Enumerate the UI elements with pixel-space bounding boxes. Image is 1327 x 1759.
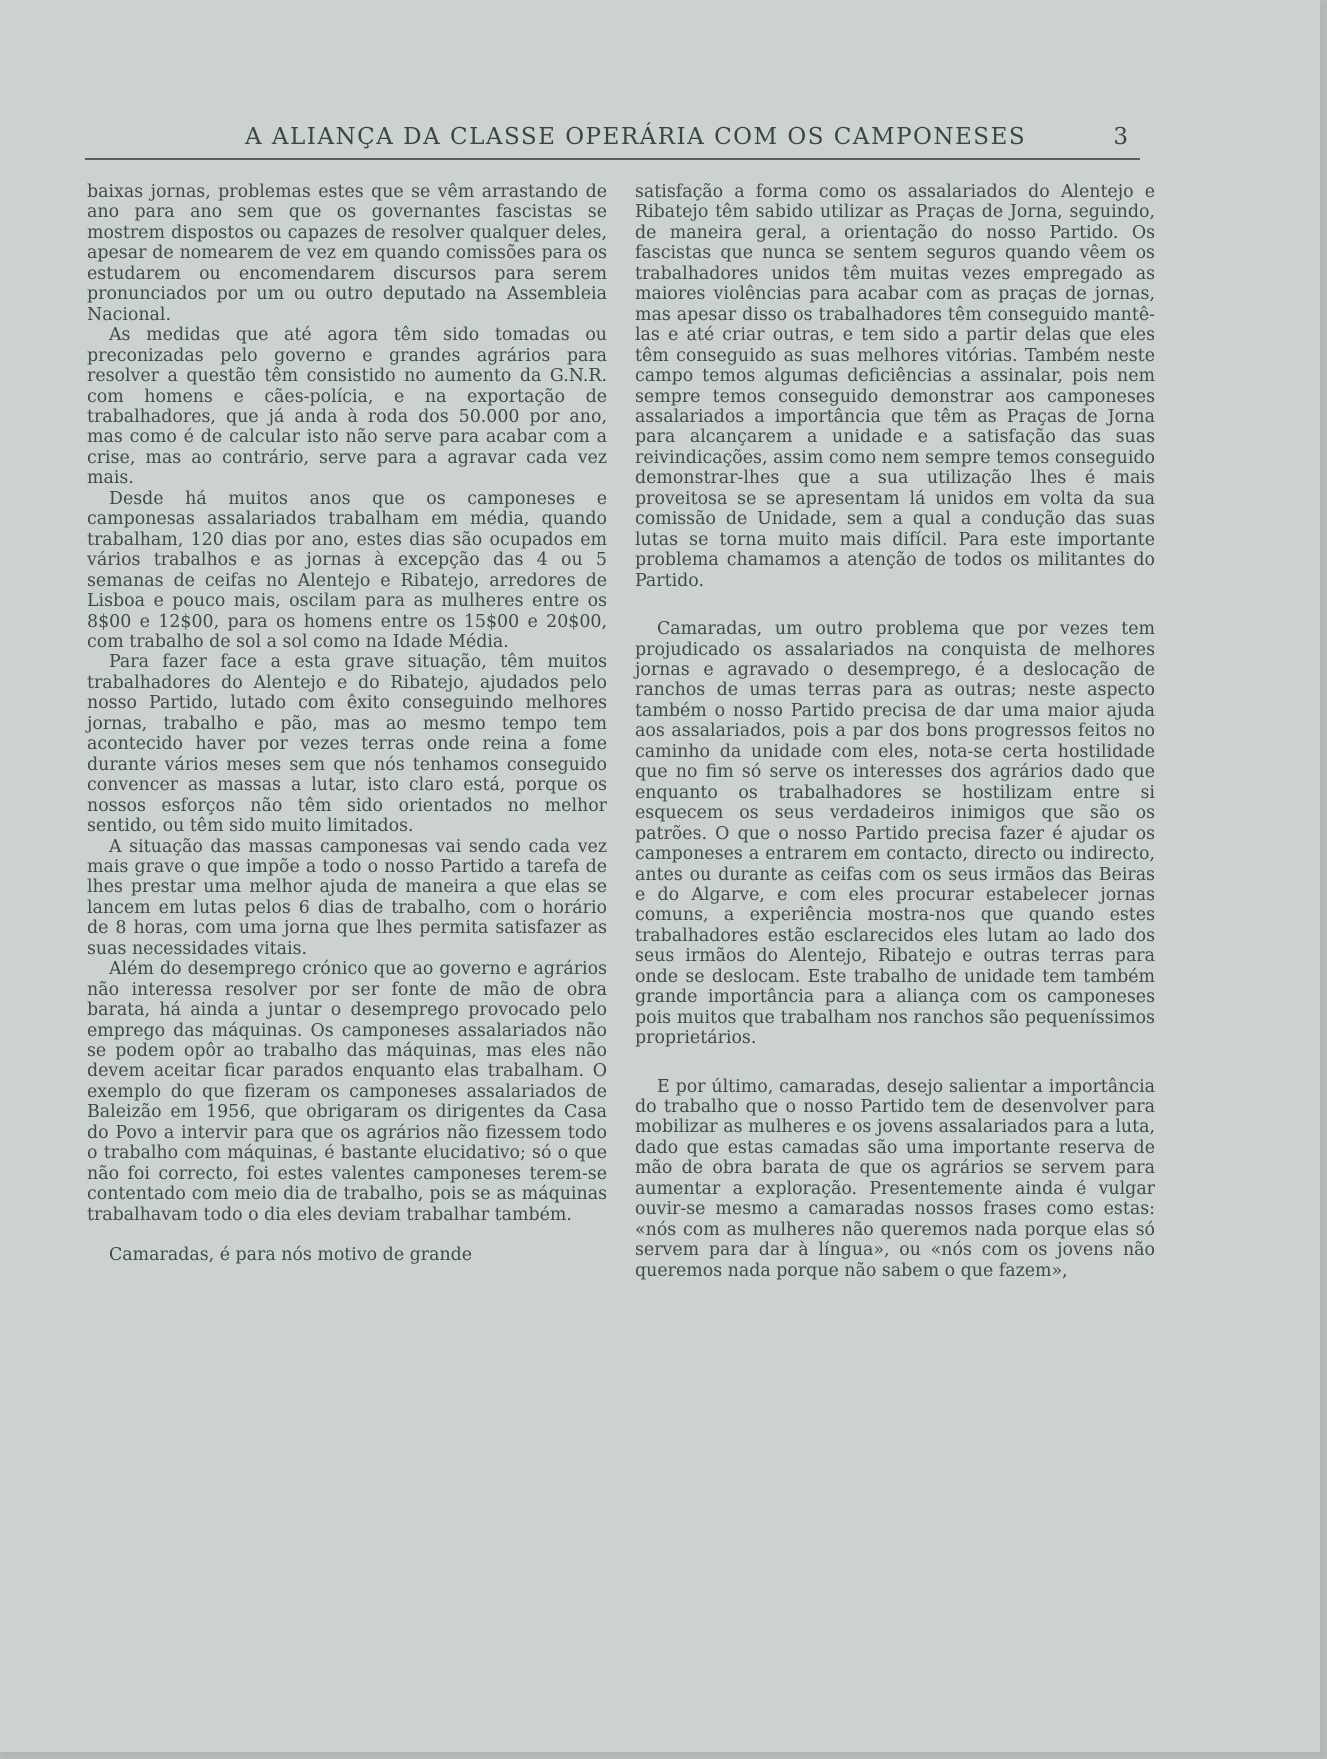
paragraph-left-3: Desde há muitos anos que os camponeses e camponesas assalariados trabalham em média, quando trabalham, 120 dias por ano, estes dias são ocupados em vários trabalhos e as jornas à excepção das 4 ou 5 semanas de ceifas no Alentejo e Ribatejo, arredores de Lisboa e pouco mais, oscilam para as mulheres entre os 8$00 e 12$00, para os homens entre os 15$00 e 20$00, com trabalho de sol a sol como na Idade Média. — [87, 488, 607, 652]
running-title: A ALIANÇA DA CLASSE OPERÁRIA COM OS CAMPONESES — [245, 124, 1027, 150]
paragraph-left-2: As medidas que até agora têm sido tomadas ou preconizadas pelo governo e grandes agrários para resolver a questão têm consistido no aumento da G.N.R. com homens e cães-polícia, e na exportação de trabalhadores, que já anda à roda dos 50.000 por ano, mas como é de calcular isto não serve para acabar com a crise, mas ao contrário, serve para a agravar cada vez mais. — [87, 325, 607, 489]
running-header — [85, 118, 1140, 160]
paragraph-left-6: Além do desemprego crónico que ao governo e agrários não interessa resolver por ser fonte de mão de obra barata, há ainda a juntar o desemprego provocado pelo emprego das máquinas. Os camponeses assalariados não se podem opôr ao trabalho das máquinas, mas eles não devem aceitar ficar parados enquanto elas trabalham. O exemplo do que fizeram os camponeses assalariados de Baleizão em 1956, que obrigaram os dirigentes da Casa do Povo a intervir para que os agrários não fizessem todo o trabalho com máquinas, é bastante elucidativo; só o que não foi correcto, foi estes valentes camponeses terem-se contentado com meio dia de trabalho, pois se as máquinas trabalhavam todo o dia eles deviam trabalhar também. — [87, 959, 607, 1225]
paragraph-left-5: A situação das massas camponesas vai sendo cada vez mais grave o que impõe a todo o nosso Partido a tarefa de lhes prestar uma melhor ajuda de maneira a que elas se lancem em lutas pelos 6 dias de trabalho, com o horário de 8 horas, com uma jorna que lhes permita satisfazer as suas necessidades vitais. — [87, 836, 607, 959]
right-column — [635, 182, 1155, 1281]
paragraph-right-2: Camaradas, um outro problema que por vezes tem projudicado os assalariados na conquista de melhores jornas e agravado o desemprego, é a deslocação de ranchos de umas terras para as outras; neste aspecto também o nosso Partido precisa de dar uma maior ajuda aos assalariados, pois a par dos bons progressos feitos no caminho da unidade com eles, nota-se certa hostilidade que no fim só serve os interesses dos agrários dado que enquanto os trabalhadores se hostilizam entre si esquecem os seus verdadeiros inimigos que são os patrões. O que o nosso Partido precisa fazer é ajudar os camponeses a entrarem em contacto, directo ou indirecto, antes ou durante as ceifas com os seus irmãos das Beiras e do Algarve, e com eles procurar estabelecer jornas comuns, a experiência mostra-nos que quando estes trabalhadores estão esclarecidos eles lutam ao lado dos seus irmãos do Alentejo, Ribatejo e outras terras para onde se deslocam. Este trabalho de unidade tem também grande importância para a aliança com os camponeses pois muitos que trabalham nos ranchos são pequeníssimos proprietários. — [635, 619, 1155, 1049]
page-number: 3 — [1113, 124, 1128, 150]
paragraph-left-1: baixas jornas, problemas estes que se vêm arrastando de ano para ano sem que os governantes fascistas se mostrem dispostos ou capazes de resolver qualquer deles, apesar de nomearem de vez em quando comissões para os estudarem ou encomendarem discursos para serem pronunciados por um ou outro deputado na Assembleia Nacional. — [87, 182, 607, 325]
paragraph-right-1: satisfação a forma como os assalariados do Alentejo e Ribatejo têm sabido utilizar as Praças de Jorna, seguindo, de maneira geral, a orientação do nosso Partido. Os fascistas que nunca se sentem seguros quando vêem os trabalhadores unidos têm muitas vezes empregado as maiores violências para acabar com as praças de jornas, mas apesar disso os trabalhadores têm conseguido mantê-las e até criar outras, e tem sido a partir delas que eles têm conseguido as suas melhores vitórias. Também neste campo temos algumas deficiências a assinalar, pois nem sempre temos conseguido demonstrar aos camponeses assalariados a importância que têm as Praças de Jorna para alcançarem a unidade e a satisfação das suas reivindicações, assim como nem sempre temos conseguido demonstrar-lhes que a sua utilização lhes é mais proveitosa se se apresentam lá unidos em volta da sua comissão de Unidade, sem a qual a condução das suas lutas se torna muito mais difícil. Para este importante problema chamamos a atenção de todos os militantes do Partido. — [635, 182, 1155, 591]
left-column — [87, 182, 607, 1266]
paragraph-left-7: Camaradas, é para nós motivo de grande — [109, 1245, 473, 1266]
paragraph-right-3: E por último, camaradas, desejo salientar a importância do trabalho que o nosso Partido tem de desenvolver para mobilizar as mulheres e os jovens assalariados para a luta, dado que estas camadas são uma importante reserva de mão de obra barata de que os agrários se servem para aumentar a exploração. Presentemente ainda é vulgar ouvir-se mesmo a camaradas nossos frases como estas: «nós com as mulheres não queremos nada porque elas só servem para dar à língua», ou «nós com os jovens não queremos nada porque não sabem o que fazem», — [635, 1076, 1155, 1281]
paragraph-left-4: Para fazer face a esta grave situação, têm muitos trabalhadores do Alentejo e do Ribatejo, ajudados pelo nosso Partido, lutado com êxito conseguindo melhores jornas, trabalho e pão, mas ao mesmo tempo tem acontecido haver por vezes terras onde reina a fome durante vários meses sem que nós tenhamos conseguido convencer as massas a lutar, isto claro está, porque os nossos esforços não têm sido orientados no melhor sentido, ou têm sido muito limitados. — [87, 652, 607, 837]
